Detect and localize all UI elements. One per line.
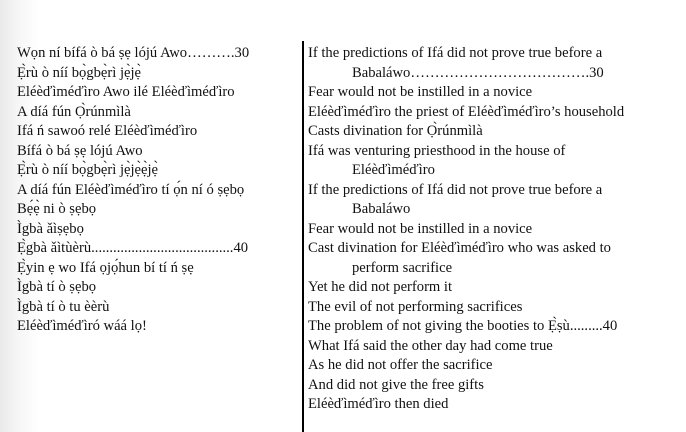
verse-line: Bífá ò bá ṣẹ lójú Awo — [17, 142, 143, 159]
verse-line: Eléèďìméďìró wáá lọ! — [17, 318, 147, 334]
translation-line: What Ifá said the other day had come true — [308, 337, 553, 354]
translation-line: Yet he did not perform it — [308, 279, 453, 295]
translation-continuation: Babaláwo — [352, 201, 411, 217]
translation-text: Ifá was venturing priesthood in the house of — [308, 142, 566, 159]
translation-line — [308, 44, 676, 83]
verse-line: Ìgbà tí ò tu èèrù — [17, 298, 110, 315]
translation-line: Casts divination for Ọ̀rúnmìlà — [308, 123, 483, 139]
english-translation-column — [308, 44, 676, 415]
yoruba-verse-column — [17, 44, 299, 337]
verse-line: Eléèďìméďìro Awo ilé Eléèďìméďìro — [17, 84, 235, 100]
translation-line: Eléèďìméďìro the priest of Eléèďìméďìro’s household — [308, 103, 625, 120]
translation-text: If the predictions of Ifá did not prove true before a — [308, 45, 603, 61]
verse-line: Ìgbà tí ò ṣẹbọ — [17, 279, 97, 295]
translation-line: Eléèďìméďìro then died — [308, 396, 449, 412]
column-divider — [302, 41, 304, 432]
translation-line: Fear would not be instilled in a novice — [308, 220, 533, 237]
verse-line: Ẹ̀rù ò níí bọ̀gbẹ̀rì jẹ̀jẹ̀ — [17, 64, 142, 81]
verse-line: Wọn ní bífá ò bá ṣẹ lójú Awo……….30 — [17, 45, 250, 61]
translation-continuation: Eléèďìméďìro — [352, 162, 435, 178]
translation-line: Fear would not be instilled in a novice — [308, 84, 533, 100]
translation-text: If the predictions of Ifá did not prove true before a — [308, 181, 603, 198]
translation-text: Cast divination for Eléèďìméďìro who was asked to — [308, 240, 611, 256]
verse-line: Ifá ń sawoó relé Eléèďìméďìro — [17, 123, 198, 139]
translation-line — [308, 142, 676, 181]
verse-line: Ẹ̀rù ò níí bọ̀gbẹ̀rì jẹ̀jẹ̀ẹ̀jẹ̀ — [17, 162, 159, 178]
translation-continuation: Babaláwo……………………………….30 — [352, 64, 604, 81]
verse-line: Ẹ̀gbà ǎìtùèrù.......................................40 — [17, 240, 249, 256]
verse-line: Ìgbà ǎìṣẹbọ — [17, 220, 84, 237]
translation-line — [308, 181, 676, 220]
verse-line: A díá fún Ọ̀rúnmìlà — [17, 103, 131, 120]
translation-continuation: perform sacrifice — [352, 259, 453, 276]
translation-line — [308, 239, 676, 278]
verse-line: Ẹ̀yin ẹ wo Ifá ọjọ́hun bí tí ń ṣẹ — [17, 259, 194, 276]
translation-line: As he did not offer the sacrifice — [308, 357, 493, 373]
translation-line: And did not give the free gifts — [308, 376, 484, 393]
translation-line: The problem of not giving the booties to Ẹ̀ṣù.........40 — [308, 318, 618, 334]
verse-line: A díá fún Eléèďìméďìro tí ọ́n ní ó ṣẹbọ — [17, 181, 245, 198]
verse-line: Bẹ́ẹ̀ ni ò ṣẹbọ — [17, 201, 97, 217]
translation-line: The evil of not performing sacrifices — [308, 298, 523, 315]
